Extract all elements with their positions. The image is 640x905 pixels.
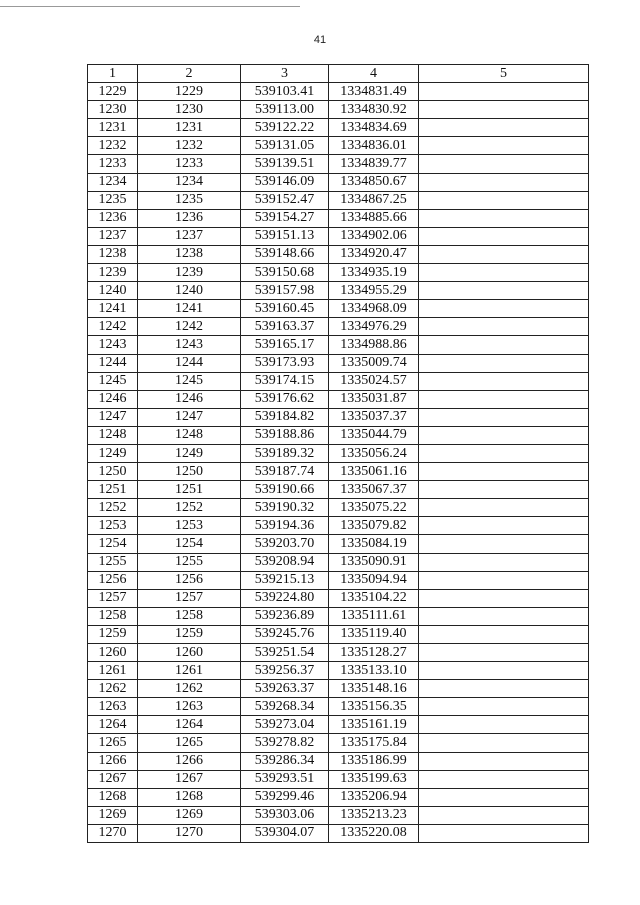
cell-note — [419, 824, 589, 842]
cell-y-coordinate: 1334830.92 — [329, 101, 419, 119]
table-row — [88, 517, 589, 535]
cell-point-number: 1230 — [88, 101, 138, 119]
cell-y-coordinate: 1335199.63 — [329, 770, 419, 788]
cell-point-number: 1250 — [88, 463, 138, 481]
cell-y-coordinate: 1334885.66 — [329, 209, 419, 227]
cell-note — [419, 553, 589, 571]
cell-point-number: 1260 — [88, 644, 138, 662]
cell-y-coordinate: 1335031.87 — [329, 390, 419, 408]
table-row — [88, 191, 589, 209]
cell-x-coordinate: 539165.17 — [241, 336, 329, 354]
cell-point-id: 1244 — [138, 354, 241, 372]
cell-note — [419, 589, 589, 607]
cell-point-number: 1248 — [88, 426, 138, 444]
table-row — [88, 101, 589, 119]
cell-point-number: 1261 — [88, 662, 138, 680]
table-row — [88, 444, 589, 462]
table-row — [88, 83, 589, 101]
cell-note — [419, 806, 589, 824]
cell-x-coordinate: 539131.05 — [241, 137, 329, 155]
cell-point-id: 1252 — [138, 499, 241, 517]
table-row — [88, 300, 589, 318]
table-row — [88, 155, 589, 173]
cell-note — [419, 535, 589, 553]
table-row — [88, 318, 589, 336]
cell-y-coordinate: 1335075.22 — [329, 499, 419, 517]
cell-y-coordinate: 1335044.79 — [329, 426, 419, 444]
cell-point-id: 1261 — [138, 662, 241, 680]
cell-x-coordinate: 539139.51 — [241, 155, 329, 173]
cell-note — [419, 571, 589, 589]
table-row — [88, 571, 589, 589]
cell-y-coordinate: 1335024.57 — [329, 372, 419, 390]
cell-note — [419, 680, 589, 698]
column-header-2: 2 — [138, 65, 241, 83]
cell-point-number: 1262 — [88, 680, 138, 698]
cell-point-id: 1230 — [138, 101, 241, 119]
cell-y-coordinate: 1335084.19 — [329, 535, 419, 553]
cell-x-coordinate: 539152.47 — [241, 191, 329, 209]
table-row — [88, 354, 589, 372]
table-row — [88, 119, 589, 137]
cell-point-id: 1247 — [138, 408, 241, 426]
cell-y-coordinate: 1334850.67 — [329, 173, 419, 191]
cell-x-coordinate: 539278.82 — [241, 734, 329, 752]
cell-point-number: 1240 — [88, 282, 138, 300]
cell-note — [419, 662, 589, 680]
cell-y-coordinate: 1335206.94 — [329, 788, 419, 806]
table-row — [88, 553, 589, 571]
table-row — [88, 463, 589, 481]
top-rule — [0, 6, 300, 7]
cell-y-coordinate: 1334902.06 — [329, 227, 419, 245]
cell-y-coordinate: 1335156.35 — [329, 698, 419, 716]
cell-point-id: 1238 — [138, 245, 241, 263]
table-row — [88, 408, 589, 426]
cell-x-coordinate: 539187.74 — [241, 463, 329, 481]
table-row — [88, 209, 589, 227]
cell-x-coordinate: 539304.07 — [241, 824, 329, 842]
cell-x-coordinate: 539151.13 — [241, 227, 329, 245]
cell-note — [419, 698, 589, 716]
cell-point-id: 1254 — [138, 535, 241, 553]
table-row — [88, 680, 589, 698]
cell-point-id: 1236 — [138, 209, 241, 227]
cell-point-id: 1255 — [138, 553, 241, 571]
table-row — [88, 245, 589, 263]
cell-point-id: 1229 — [138, 83, 241, 101]
cell-point-id: 1263 — [138, 698, 241, 716]
table-row — [88, 264, 589, 282]
cell-point-number: 1259 — [88, 625, 138, 643]
table-row — [88, 734, 589, 752]
cell-point-id: 1264 — [138, 716, 241, 734]
cell-point-id: 1260 — [138, 644, 241, 662]
table-row — [88, 173, 589, 191]
cell-y-coordinate: 1335079.82 — [329, 517, 419, 535]
cell-y-coordinate: 1335094.94 — [329, 571, 419, 589]
cell-point-number: 1269 — [88, 806, 138, 824]
cell-note — [419, 644, 589, 662]
cell-y-coordinate: 1335056.24 — [329, 444, 419, 462]
table-row — [88, 752, 589, 770]
cell-y-coordinate: 1334867.25 — [329, 191, 419, 209]
table-row — [88, 644, 589, 662]
cell-x-coordinate: 539188.86 — [241, 426, 329, 444]
cell-point-number: 1241 — [88, 300, 138, 318]
cell-point-id: 1242 — [138, 318, 241, 336]
cell-note — [419, 734, 589, 752]
cell-point-number: 1270 — [88, 824, 138, 842]
table-header-row — [88, 65, 589, 83]
cell-point-number: 1249 — [88, 444, 138, 462]
cell-y-coordinate: 1335128.27 — [329, 644, 419, 662]
cell-note — [419, 318, 589, 336]
cell-x-coordinate: 539163.37 — [241, 318, 329, 336]
cell-y-coordinate: 1334920.47 — [329, 245, 419, 263]
cell-point-id: 1256 — [138, 571, 241, 589]
cell-note — [419, 770, 589, 788]
cell-x-coordinate: 539150.68 — [241, 264, 329, 282]
cell-x-coordinate: 539146.09 — [241, 173, 329, 191]
cell-point-number: 1265 — [88, 734, 138, 752]
cell-note — [419, 426, 589, 444]
cell-x-coordinate: 539251.54 — [241, 644, 329, 662]
cell-point-id: 1250 — [138, 463, 241, 481]
table-row — [88, 499, 589, 517]
cell-point-id: 1253 — [138, 517, 241, 535]
cell-x-coordinate: 539303.06 — [241, 806, 329, 824]
cell-note — [419, 83, 589, 101]
cell-note — [419, 191, 589, 209]
cell-point-id: 1269 — [138, 806, 241, 824]
cell-point-number: 1233 — [88, 155, 138, 173]
cell-point-number: 1264 — [88, 716, 138, 734]
cell-point-id: 1262 — [138, 680, 241, 698]
cell-point-number: 1245 — [88, 372, 138, 390]
cell-x-coordinate: 539190.66 — [241, 481, 329, 499]
cell-point-number: 1239 — [88, 264, 138, 282]
cell-point-id: 1231 — [138, 119, 241, 137]
cell-x-coordinate: 539173.93 — [241, 354, 329, 372]
cell-point-id: 1239 — [138, 264, 241, 282]
table-row — [88, 336, 589, 354]
table-row — [88, 716, 589, 734]
cell-note — [419, 444, 589, 462]
cell-y-coordinate: 1335090.91 — [329, 553, 419, 571]
table-row — [88, 535, 589, 553]
cell-x-coordinate: 539208.94 — [241, 553, 329, 571]
cell-point-number: 1246 — [88, 390, 138, 408]
cell-point-id: 1259 — [138, 625, 241, 643]
cell-point-number: 1244 — [88, 354, 138, 372]
cell-point-id: 1245 — [138, 372, 241, 390]
cell-note — [419, 245, 589, 263]
cell-point-id: 1249 — [138, 444, 241, 462]
cell-point-id: 1232 — [138, 137, 241, 155]
cell-x-coordinate: 539224.80 — [241, 589, 329, 607]
cell-point-number: 1243 — [88, 336, 138, 354]
cell-y-coordinate: 1335104.22 — [329, 589, 419, 607]
cell-y-coordinate: 1334836.01 — [329, 137, 419, 155]
cell-point-id: 1246 — [138, 390, 241, 408]
table-row — [88, 372, 589, 390]
cell-point-id: 1268 — [138, 788, 241, 806]
cell-x-coordinate: 539160.45 — [241, 300, 329, 318]
cell-y-coordinate: 1335119.40 — [329, 625, 419, 643]
cell-point-number: 1252 — [88, 499, 138, 517]
cell-y-coordinate: 1334935.19 — [329, 264, 419, 282]
cell-point-number: 1247 — [88, 408, 138, 426]
cell-note — [419, 137, 589, 155]
cell-note — [419, 336, 589, 354]
page-number: 41 — [313, 34, 327, 46]
column-header-4: 4 — [329, 65, 419, 83]
cell-note — [419, 481, 589, 499]
cell-x-coordinate: 539122.22 — [241, 119, 329, 137]
cell-point-id: 1241 — [138, 300, 241, 318]
cell-point-id: 1257 — [138, 589, 241, 607]
table-row — [88, 625, 589, 643]
cell-point-id: 1240 — [138, 282, 241, 300]
cell-note — [419, 282, 589, 300]
cell-note — [419, 119, 589, 137]
cell-note — [419, 408, 589, 426]
cell-point-id: 1270 — [138, 824, 241, 842]
column-header-1: 1 — [88, 65, 138, 83]
cell-x-coordinate: 539189.32 — [241, 444, 329, 462]
table-row — [88, 426, 589, 444]
cell-note — [419, 625, 589, 643]
cell-x-coordinate: 539299.46 — [241, 788, 329, 806]
table-row — [88, 481, 589, 499]
cell-point-id: 1265 — [138, 734, 241, 752]
cell-note — [419, 390, 589, 408]
table-row — [88, 589, 589, 607]
cell-x-coordinate: 539176.62 — [241, 390, 329, 408]
cell-x-coordinate: 539103.41 — [241, 83, 329, 101]
cell-point-number: 1258 — [88, 607, 138, 625]
cell-point-number: 1267 — [88, 770, 138, 788]
cell-note — [419, 517, 589, 535]
cell-note — [419, 752, 589, 770]
cell-note — [419, 607, 589, 625]
cell-point-number: 1236 — [88, 209, 138, 227]
cell-y-coordinate: 1334968.09 — [329, 300, 419, 318]
cell-x-coordinate: 539154.27 — [241, 209, 329, 227]
cell-point-number: 1254 — [88, 535, 138, 553]
cell-point-number: 1232 — [88, 137, 138, 155]
table-row — [88, 824, 589, 842]
column-header-3: 3 — [241, 65, 329, 83]
table-row — [88, 662, 589, 680]
cell-y-coordinate: 1334831.49 — [329, 83, 419, 101]
cell-x-coordinate: 539268.34 — [241, 698, 329, 716]
cell-note — [419, 788, 589, 806]
cell-note — [419, 499, 589, 517]
table-row — [88, 788, 589, 806]
cell-point-id: 1266 — [138, 752, 241, 770]
cell-y-coordinate: 1335111.61 — [329, 607, 419, 625]
cell-note — [419, 372, 589, 390]
table-row — [88, 390, 589, 408]
cell-x-coordinate: 539194.36 — [241, 517, 329, 535]
cell-x-coordinate: 539263.37 — [241, 680, 329, 698]
cell-note — [419, 173, 589, 191]
cell-y-coordinate: 1335175.84 — [329, 734, 419, 752]
cell-point-id: 1267 — [138, 770, 241, 788]
coordinates-table — [87, 64, 589, 843]
cell-x-coordinate: 539273.04 — [241, 716, 329, 734]
cell-point-id: 1243 — [138, 336, 241, 354]
cell-x-coordinate: 539286.34 — [241, 752, 329, 770]
cell-note — [419, 463, 589, 481]
cell-point-number: 1238 — [88, 245, 138, 263]
cell-note — [419, 716, 589, 734]
table-row — [88, 806, 589, 824]
table-row — [88, 282, 589, 300]
table-row — [88, 227, 589, 245]
cell-note — [419, 209, 589, 227]
cell-x-coordinate: 539148.66 — [241, 245, 329, 263]
cell-point-id: 1251 — [138, 481, 241, 499]
cell-note — [419, 155, 589, 173]
cell-point-number: 1242 — [88, 318, 138, 336]
table-body — [88, 83, 589, 843]
cell-y-coordinate: 1334988.86 — [329, 336, 419, 354]
cell-x-coordinate: 539184.82 — [241, 408, 329, 426]
table-row — [88, 137, 589, 155]
cell-y-coordinate: 1334976.29 — [329, 318, 419, 336]
cell-note — [419, 101, 589, 119]
cell-point-id: 1237 — [138, 227, 241, 245]
cell-y-coordinate: 1335009.74 — [329, 354, 419, 372]
cell-point-number: 1235 — [88, 191, 138, 209]
cell-x-coordinate: 539245.76 — [241, 625, 329, 643]
cell-point-id: 1248 — [138, 426, 241, 444]
table-row — [88, 607, 589, 625]
cell-x-coordinate: 539256.37 — [241, 662, 329, 680]
cell-x-coordinate: 539174.15 — [241, 372, 329, 390]
cell-y-coordinate: 1335133.10 — [329, 662, 419, 680]
cell-point-number: 1234 — [88, 173, 138, 191]
cell-point-number: 1257 — [88, 589, 138, 607]
table-row — [88, 770, 589, 788]
cell-point-number: 1268 — [88, 788, 138, 806]
cell-x-coordinate: 539157.98 — [241, 282, 329, 300]
cell-y-coordinate: 1335037.37 — [329, 408, 419, 426]
cell-note — [419, 354, 589, 372]
cell-point-number: 1229 — [88, 83, 138, 101]
cell-y-coordinate: 1335213.23 — [329, 806, 419, 824]
cell-point-number: 1251 — [88, 481, 138, 499]
table-row — [88, 698, 589, 716]
cell-y-coordinate: 1334955.29 — [329, 282, 419, 300]
cell-point-number: 1237 — [88, 227, 138, 245]
cell-note — [419, 227, 589, 245]
cell-y-coordinate: 1334839.77 — [329, 155, 419, 173]
cell-point-number: 1263 — [88, 698, 138, 716]
cell-x-coordinate: 539203.70 — [241, 535, 329, 553]
cell-y-coordinate: 1335148.16 — [329, 680, 419, 698]
cell-point-id: 1258 — [138, 607, 241, 625]
cell-note — [419, 264, 589, 282]
cell-y-coordinate: 1335186.99 — [329, 752, 419, 770]
cell-point-number: 1253 — [88, 517, 138, 535]
cell-point-number: 1256 — [88, 571, 138, 589]
cell-note — [419, 300, 589, 318]
column-header-5: 5 — [419, 65, 589, 83]
cell-y-coordinate: 1335061.16 — [329, 463, 419, 481]
cell-x-coordinate: 539190.32 — [241, 499, 329, 517]
cell-x-coordinate: 539293.51 — [241, 770, 329, 788]
cell-y-coordinate: 1335161.19 — [329, 716, 419, 734]
cell-point-id: 1233 — [138, 155, 241, 173]
cell-x-coordinate: 539236.89 — [241, 607, 329, 625]
cell-point-id: 1234 — [138, 173, 241, 191]
cell-point-number: 1255 — [88, 553, 138, 571]
cell-y-coordinate: 1334834.69 — [329, 119, 419, 137]
cell-x-coordinate: 539215.13 — [241, 571, 329, 589]
cell-point-number: 1266 — [88, 752, 138, 770]
cell-y-coordinate: 1335067.37 — [329, 481, 419, 499]
cell-x-coordinate: 539113.00 — [241, 101, 329, 119]
cell-point-number: 1231 — [88, 119, 138, 137]
cell-y-coordinate: 1335220.08 — [329, 824, 419, 842]
cell-point-id: 1235 — [138, 191, 241, 209]
